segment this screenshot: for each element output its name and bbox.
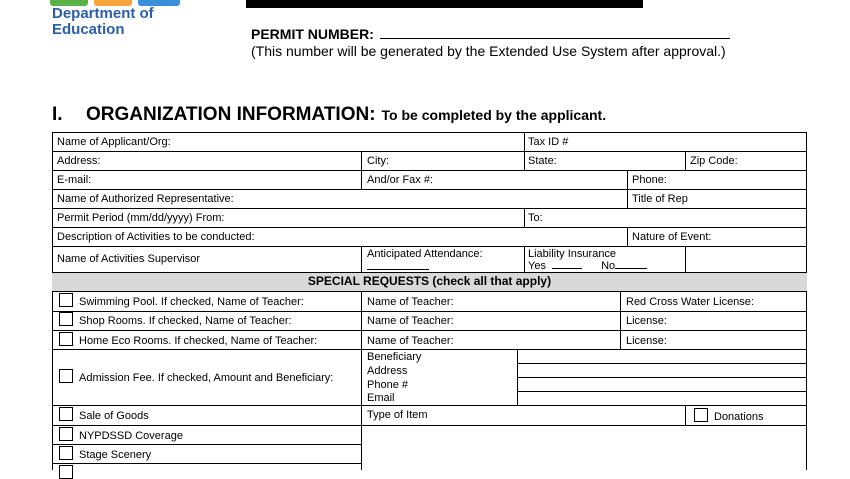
row-divider: [52, 170, 807, 171]
type-item-label: Type of Item: [367, 409, 428, 421]
zip-label: Zip Code:: [690, 155, 738, 167]
col-divider: [361, 246, 362, 272]
special-requests-heading: SPECIAL REQUESTS (check all that apply): [307, 274, 552, 288]
logo-line-2: Education: [52, 21, 125, 38]
license-label: License:: [626, 315, 667, 327]
row-divider: [52, 463, 361, 464]
teacher-label: Name of Teacher:: [367, 296, 454, 308]
applicant-label: Name of Applicant/Org:: [57, 136, 171, 148]
teacher-label: Name of Teacher:: [367, 335, 454, 347]
col-divider: [685, 151, 686, 170]
col-divider: [361, 151, 362, 189]
row-divider: [52, 330, 807, 331]
section-subtitle: To be completed by the applicant.: [381, 107, 607, 123]
state-label: State:: [528, 155, 557, 167]
col-divider: [524, 151, 525, 170]
logo-line-1: Department of: [52, 5, 154, 22]
donations-checkbox[interactable]: [694, 408, 708, 422]
city-label: City:: [367, 155, 389, 167]
col-divider: [627, 170, 628, 208]
col-divider: [685, 405, 686, 425]
row-divider: [52, 151, 807, 152]
col-divider: [524, 132, 525, 151]
beneficiary-address-label: Address: [367, 365, 408, 377]
header-black-bar: [246, 0, 643, 8]
sale-checkbox[interactable]: [59, 407, 73, 421]
row-divider: [52, 246, 807, 247]
home-eco-label: Home Eco Rooms. If checked, Name of Teacher:: [79, 335, 318, 347]
no-label: No: [601, 260, 616, 272]
teacher-label: Name of Teacher:: [367, 315, 454, 327]
section-number: I.: [52, 104, 63, 125]
home-eco-checkbox[interactable]: [59, 332, 73, 346]
beneficiary-phone-label: Phone #: [367, 379, 408, 391]
attendance-blank[interactable]: [367, 260, 429, 273]
extra-checkbox[interactable]: [59, 465, 73, 479]
permit-number-field[interactable]: [380, 26, 730, 39]
row-divider: [52, 208, 807, 209]
yes-blank[interactable]: [552, 259, 582, 269]
swimming-label: Swimming Pool. If checked, Name of Teacher:: [79, 296, 304, 308]
shop-checkbox[interactable]: [59, 312, 73, 326]
to-label: To:: [528, 212, 543, 224]
rep-name-label: Name of Authorized Representative:: [57, 193, 234, 205]
row-divider: [52, 272, 807, 273]
phone-label: Phone:: [632, 174, 667, 186]
supervisor-label: Name of Activities Supervisor: [57, 253, 201, 265]
nypdssd-checkbox[interactable]: [59, 427, 73, 441]
col-divider: [524, 246, 525, 272]
nypdssd-label: NYPDSSD Coverage: [79, 430, 183, 442]
col-divider: [627, 227, 628, 246]
swimming-checkbox[interactable]: [59, 293, 73, 307]
red-cross-label: Red Cross Water License:: [626, 296, 754, 308]
row-divider: [52, 227, 807, 228]
liability-label: Liability Insurance: [528, 248, 617, 260]
admission-checkbox[interactable]: [59, 369, 73, 383]
nature-label: Nature of Event:: [632, 231, 712, 243]
permit-number-block: [251, 26, 730, 60]
stage-checkbox[interactable]: [59, 446, 73, 460]
col-divider: [524, 208, 525, 227]
col-divider: [361, 349, 362, 470]
logo-text: [52, 6, 154, 38]
beneficiary-email-label: Email: [367, 392, 395, 404]
row-divider: [52, 425, 807, 426]
tax-id-label: Tax ID #: [528, 136, 569, 148]
no-blank[interactable]: [615, 259, 647, 269]
col-divider: [361, 291, 362, 349]
beneficiary-divider: [517, 363, 807, 364]
stage-label: Stage Scenery: [79, 449, 152, 461]
attendance-label: Anticipated Attendance:: [367, 248, 483, 260]
liability-yes-no: [528, 259, 647, 272]
permit-number-note: (This number will be generated by the Extended Use System after approval.): [251, 43, 726, 59]
admission-label: Admission Fee. If checked, Amount and Beneficiary:: [79, 372, 334, 384]
row-divider: [52, 189, 807, 190]
email-label: E-mail:: [57, 174, 92, 186]
description-label: Description of Activities to be conducted:: [57, 231, 255, 243]
section-title: ORGANIZATION INFORMATION:: [86, 104, 376, 125]
rep-title-label: Title of Rep: [632, 193, 688, 205]
col-divider: [620, 291, 621, 349]
permit-period-label: Permit Period (mm/dd/yyyy) From:: [57, 212, 225, 224]
address-label: Address:: [57, 155, 101, 167]
fax-label: And/or Fax #:: [367, 174, 434, 186]
yes-label: Yes: [528, 260, 546, 272]
row-divider: [52, 349, 807, 350]
row-divider: [52, 311, 807, 312]
shop-label: Shop Rooms. If checked, Name of Teacher:: [79, 315, 292, 327]
row-divider: [52, 444, 361, 445]
row-divider: [52, 405, 807, 406]
donations-label: Donations: [714, 411, 764, 423]
col-divider: [685, 246, 686, 272]
beneficiary-divider: [517, 377, 807, 378]
permit-number-label: PERMIT NUMBER:: [251, 26, 374, 42]
beneficiary-label: Beneficiary: [367, 351, 422, 363]
row-divider: [52, 291, 807, 292]
section-heading: [52, 104, 606, 126]
sale-label: Sale of Goods: [79, 410, 149, 422]
beneficiary-divider: [517, 391, 807, 392]
license-label: License:: [626, 335, 667, 347]
